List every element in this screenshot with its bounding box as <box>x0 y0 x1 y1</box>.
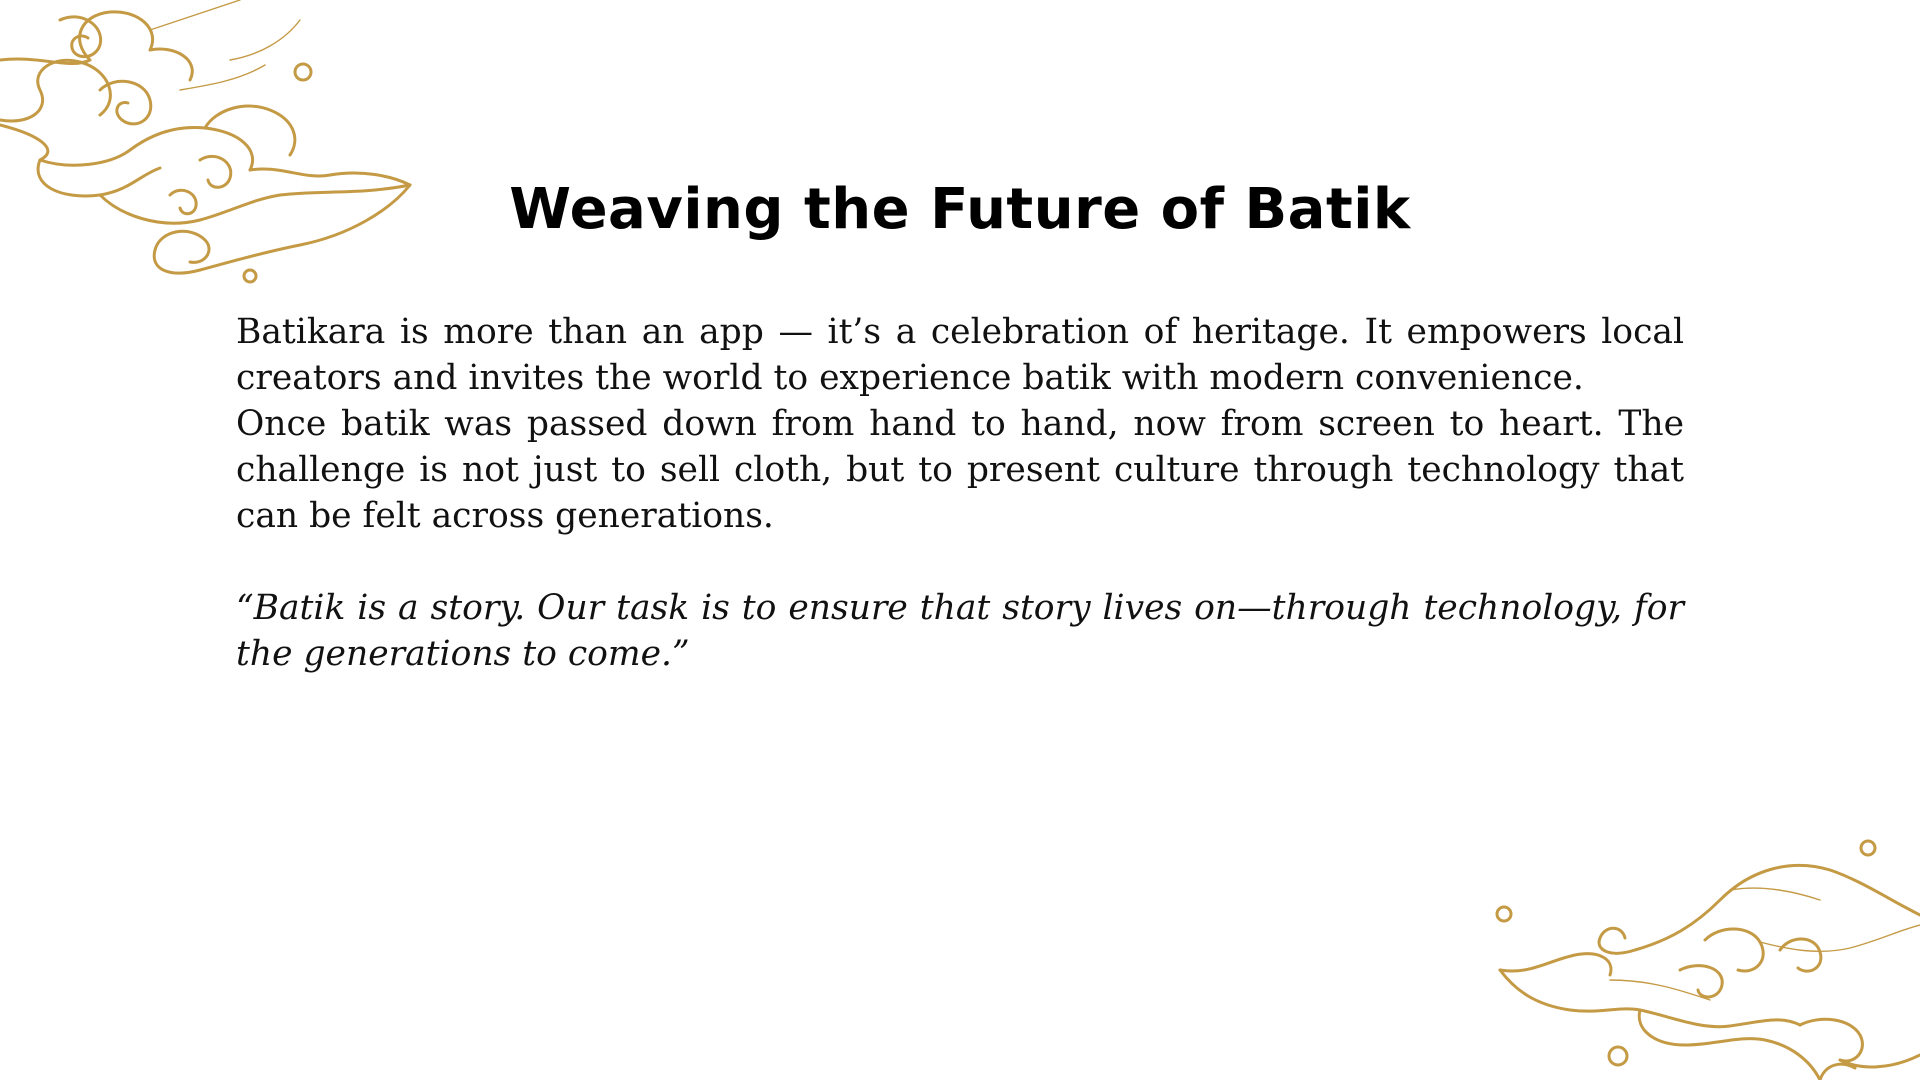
batik-cloud-ornament-icon <box>0 0 420 290</box>
quote: “Batik is a story. Our task is to ensure that story lives on—through technology, for the generations to come.” <box>236 588 1684 674</box>
body-text <box>236 309 1684 677</box>
page-title: Weaving the Future of Batik <box>509 177 1411 242</box>
paragraph-intro: Batikara is more than an app — it’s a celebration of heritage. It empowers local creators and invites the world to experience batik with modern convenience. <box>236 312 1684 398</box>
batik-cloud-ornament-icon <box>1490 830 1920 1080</box>
paragraph-heritage: Once batik was passed down from hand to hand, now from screen to heart. The challenge is not just to sell cloth, but to present culture through technology that can be felt across generations. <box>236 404 1684 536</box>
